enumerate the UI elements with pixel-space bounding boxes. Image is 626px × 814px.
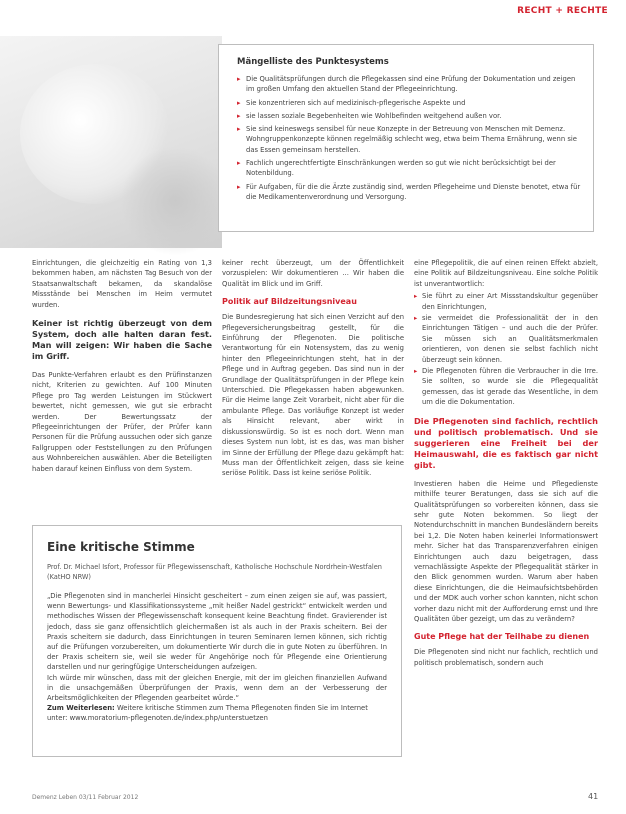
subhead-bildzeitungsniveau: Politik auf Bildzeitungsniveau: [222, 297, 357, 307]
maengelliste-item: ▸ Für Aufgaben, für die die Ärzte zuständig sind, werden Pflegeheime und Dienste benotet, etwa für die Medikamentenverordnung und Versorgung.: [237, 182, 581, 203]
maengelliste-box: [218, 44, 594, 232]
page-number: 41: [588, 792, 599, 801]
column-3-list-item: ▸ sie vermeidet die Professionalität der in den Einrichtungen Tätigen – und auch die der Prüfer. Sie müssen sich an Qualitätsmerkmalen orientieren, von denen sie selbst fachlich nicht überzeugt sein können.: [414, 313, 598, 365]
maengelliste-item: ▸ Die Qualitätsprüfungen durch die Pflegekassen sind eine Prüfung der Dokumentation und zeigen im großen Umfang den aktuellen Stand der Pflegeeinrichtung.: [237, 74, 581, 95]
maengelliste-list: [237, 74, 581, 202]
kritische-stimme-title: Eine kritische Stimme: [47, 540, 195, 554]
footer-publication: Demenz Leben 03/11 Februar 2012: [32, 794, 139, 801]
article-column-2: [222, 258, 404, 479]
column-3-list-item: ▸ Die Pflegenoten führen die Verbraucher in die Irre. Sie sollten, so wurde sie die Pflegequalität gemessen, das ist gerade das Wesentliche, in dem um die die Dokumentation.: [414, 366, 598, 408]
column-1-paragraph-2: Das Punkte-Verfahren erlaubt es den Prüfinstanzen nicht, Kriterien zu gewichten. Auf 100 Minuten Pflege pro Tag werden Leistungen im Stückwert bewertet, nicht gemessen, wie gut sie erbracht werden. Der Bewertungssatz der Pflegeeinrichtungen der Prüfer, der Prüfer kann Personen für die Prüfung aussuchen oder sich ganze Fallgruppen oder Feststellungen zu den Prüfungen aus Wohnbereichen auswählen. Aber die Beteiligten haben darauf keinen Einfluss von dem System.: [32, 371, 212, 473]
kritische-stimme-quote: „Die Pflegenoten sind in mancherlei Hinsicht gescheitert – zum einen zeigen sie auf, was passiert, wenn Bewertungs- und Klassifikationssysteme „mit heißer Nadel gestrickt“ entwickelt werden und methodisches Wissen der Pflegewissenschaft konsequent keine Beachtung findet. Gravierender ist jedoch, dass sie ganz offensichtlich gleichermaßen ist als auch in der Praxis scheitern. Bei der Praxis scheitern sie dadurch, dass Einrichtungen in teuren Seminaren lernen können, sich richtig auf die Prüfungen vorzubereiten, um dokumentierte Wir durch die in gute Noten zu überführen. In der Praxis scheitern sie, weil sie weder für Angehörige noch für Pflegende eine Orientierung darstellen und nur geringfügige Unterscheidungen aufzeigen.: [47, 592, 387, 672]
column-3-paragraph-3: Die Pflegenoten sind nicht nur fachlich, rechtlich und politisch problematisch, sondern auch: [414, 648, 598, 667]
pull-quote-2: Die Pflegenoten sind fachlich, rechtlich und politisch problematisch. Und sie suggerieren eine Freiheit bei der Heimauswahl, die es faktisch gar nicht gibt.: [414, 415, 598, 470]
weiterlesen-text: Weitere kritische Stimmen zum Thema Pflegenoten finden Sie im Internet unter: www.moratorium-pflegenoten.de/index.php/unterstuetzen: [47, 704, 368, 723]
column-1-paragraph-1: Einrichtungen, die gleichzeitig ein Rating von 1,3 bekommen haben, am nächsten Tag Besuch von der Staatsanwaltschaft bekamen, da skandalöse Missstände bei Menschen im Heim vermutet wurden.: [32, 259, 212, 309]
header-photo: [0, 36, 222, 248]
pull-quote-1: Keiner ist richtig überzeugt von dem System, doch alle halten daran fest. Man will zeigen: Wir haben die Sache im Griff.: [32, 318, 212, 362]
maengelliste-item: ▸ Sie konzentrieren sich auf medizinisch-pflegerische Aspekte und: [237, 98, 581, 108]
maengelliste-item: ▸ sie lassen soziale Begebenheiten wie Wohlbefinden weitgehend außen vor.: [237, 111, 581, 121]
kritische-stimme-byline: Prof. Dr. Michael Isfort, Professor für Pflegewissenschaft, Katholische Hochschule Nordrhein-Westfalen (KatHO NRW): [47, 563, 382, 581]
section-tag: RECHT + RECHTE: [517, 6, 608, 16]
column-2-paragraph-2: Die Bundesregierung hat sich einen Verzicht auf den Pflegeversicherungsbeitrag gestellt, für die Einführung der Pflegenoten. Die politische Verantwortung für ein Notensystem, das zu wenig hinter den Pflegeeinrichtungen steht, hat in der Pflege und in Auftrag gegeben. Das sind nun in der Grundlage der Qualitätsprüfungen in der Pflege kein Unterschied. Die Pflegekassen haben abgewunken. Für die Heime lange Zeit Vorarbeit, nicht aber für die ambulante Pflege. Das vorläufige Konzept ist weder als Hinsicht relevant, aber wirkt in diskussionswürdig. So ist es noch dort. Wenn man dieses System nun lobt, ist es das, was man bisher im Sinne der Erfüllung der Pflege dazu gekämpft hat: Muss man der Öffentlichkeit zeigen, dass sie keine seriöse Politik. Dass ist keine seriöse Politik.: [222, 313, 404, 478]
column-2-paragraph-1: keiner recht überzeugt, um der Öffentlichkeit vorzuspielen: Wir dokumentieren ... Wir haben die Qualität im Blick und im Griff.: [222, 259, 404, 288]
maengelliste-title: Mängelliste des Punktesystems: [237, 57, 389, 67]
maengelliste-item: ▸ Sie sind keineswegs sensibel für neue Konzepte in der Betreuung von Menschen mit Demenz. Wohngruppenkonzepte können regelmäßig schlecht weg, etwa beim Thema Ernährung, wenn sie das Essen gemeinsam herstellen.: [237, 124, 581, 155]
kritische-stimme-quote-2: Ich würde mir wünschen, dass mit der gleichen Energie, mit der im gleichen finanziellen Aufwand in die unsachgemäßen Überprüfungen der Praxis, wenn dem an der Verbesserung der Arbeitsmöglichkeiten der Pflegenden gearbeitet würde.“: [47, 673, 387, 703]
article-column-1: [32, 258, 212, 474]
kritische-stimme-box: [32, 525, 402, 757]
weiterlesen-label: Zum Weiterlesen:: [47, 704, 115, 713]
article-column-3: [414, 258, 598, 668]
column-3-list: [414, 291, 598, 407]
subhead-gute-pflege: Gute Pflege hat der Teilhabe zu dienen: [414, 632, 590, 642]
maengelliste-item: ▸ Fachlich ungerechtfertigte Einschränkungen werden so gut wie nicht berücksichtigt bei der Notenbildung.: [237, 158, 581, 179]
column-3-paragraph-2: Investieren haben die Heime und Pflegedienste mithilfe teurer Beratungen, dass sie sich auf die Qualitätsprüfungen so vorbereiten können, dass sie sehr gute Noten bekommen. So liegt der Notendurchschnitt in manchen Bundesländern bereits bei 1,2. Die Noten haben keinerlei Informationswert mehr. Sicher hat das Transparenzverfahren einigen Einrichtungen auch dazu beigetragen, dass vernachlässigte Aspekte der Pflegequalität stärker in den Blick genommen wurden. Warum aber haben diese Einrichtungen, die die Heimaufsichtsbehörden und der MDK auch vorher schon kannten, nicht schon vorher dazu nicht mit der Aufforderung ernst und Ihre Qualitäten über gezeigt, um das zu verändern?: [414, 479, 598, 623]
column-3-list-item: ▸ Sie führt zu einer Art Missstandskultur gegenüber den Einrichtungen,: [414, 291, 598, 312]
column-3-paragraph-1: eine Pflegepolitik, die auf einen reinen Effekt abzielt, eine Politik auf Bildzeitungsniveau. Eine solche Politik ist unverantwortlich:: [414, 259, 598, 288]
weiterlesen-note: [47, 703, 387, 723]
photo-shadow: [120, 146, 230, 256]
